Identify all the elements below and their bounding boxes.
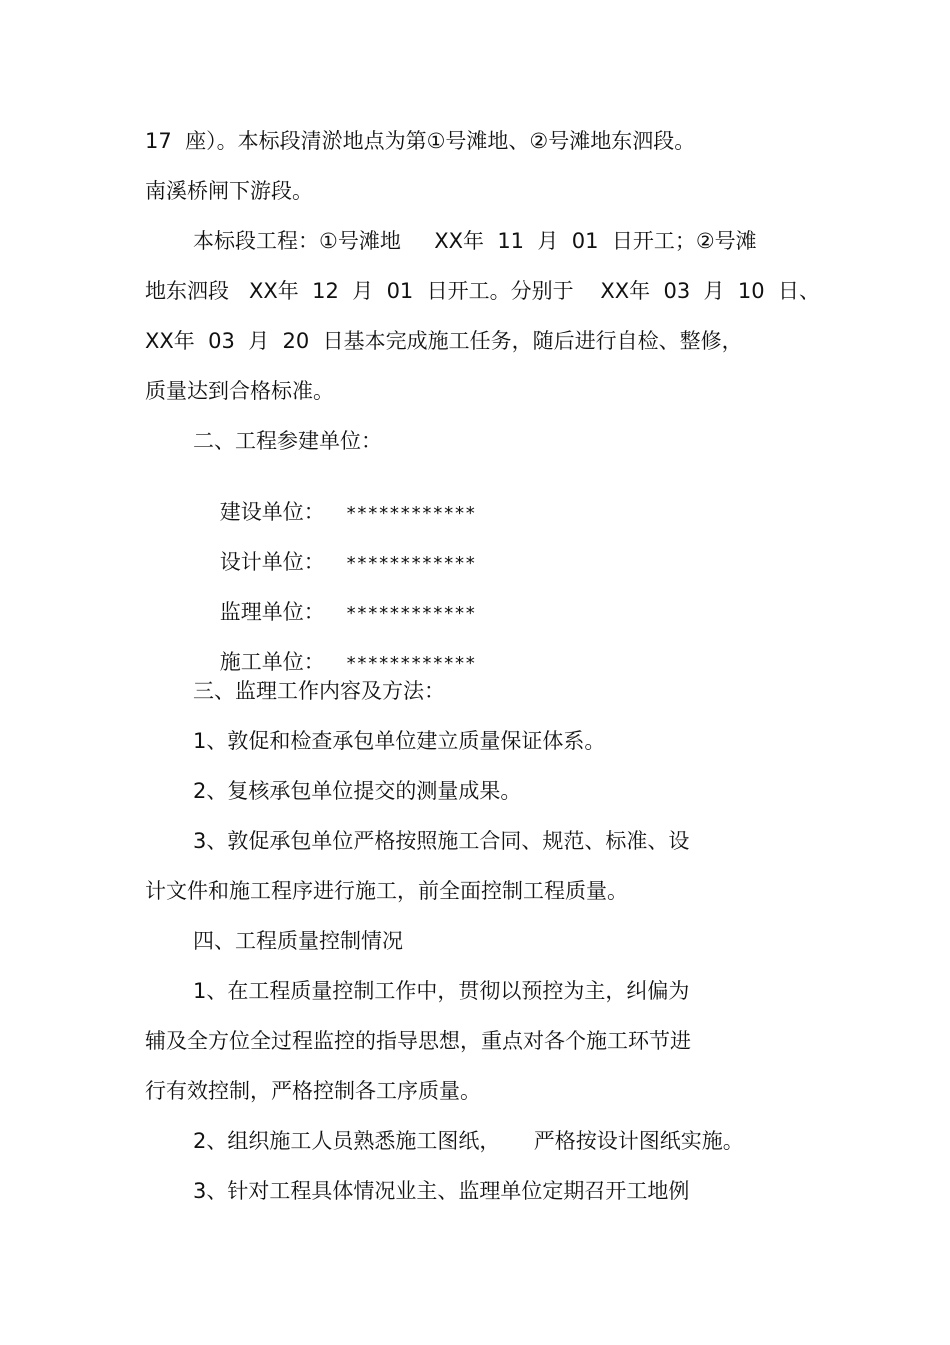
list-item: 2、复核承包单位提交的测量成果。 bbox=[193, 779, 522, 803]
paragraph-line: XX年 03 月 20 日基本完成施工任务，随后进行自检、整修， bbox=[145, 329, 743, 353]
unit-value: ************ bbox=[345, 503, 476, 524]
unit-label: 建设单位： bbox=[219, 500, 325, 524]
list-item-continuation: 行有效控制，严格控制各工序质量。 bbox=[145, 1079, 481, 1103]
list-item: 1、在工程质量控制工作中，贯彻以预控为主，纠偏为 bbox=[193, 979, 690, 1003]
list-item: 3、敦促承包单位严格按照施工合同、规范、标准、设 bbox=[193, 829, 690, 853]
list-item: 1、敦促和检查承包单位建立质量保证体系。 bbox=[193, 729, 606, 753]
paragraph-line: 地东泗段 XX年 12 月 01 日开工。分别于 XX年 03 月 10 日、 bbox=[145, 279, 820, 303]
paragraph-line: 17 座）。本标段清淤地点为第①号滩地、②号滩地东泗段。 bbox=[145, 129, 696, 153]
paragraph-line: 质量达到合格标准。 bbox=[145, 379, 334, 403]
list-item-continuation: 辅及全方位全过程监控的指导思想，重点对各个施工环节进 bbox=[145, 1029, 691, 1053]
unit-value: ************ bbox=[345, 553, 476, 574]
paragraph-line: 南溪桥闸下游段。 bbox=[145, 179, 313, 203]
section-heading-participants: 二、工程参建单位： bbox=[193, 429, 382, 453]
paragraph-line: 本标段工程：①号滩地 XX年 11 月 01 日开工；②号滩 bbox=[193, 229, 757, 253]
unit-label: 设计单位： bbox=[219, 550, 325, 574]
section-heading-quality-control: 四、工程质量控制情况 bbox=[193, 929, 403, 953]
unit-label: 监理单位： bbox=[219, 600, 325, 624]
list-item-continuation: 计文件和施工程序进行施工，前全面控制工程质量。 bbox=[145, 879, 628, 903]
unit-value: ************ bbox=[345, 603, 476, 624]
list-item: 3、针对工程具体情况业主、监理单位定期召开工地例 bbox=[193, 1179, 690, 1203]
unit-value: ************ bbox=[345, 653, 476, 674]
list-item: 2、组织施工人员熟悉施工图纸， 严格按设计图纸实施。 bbox=[193, 1129, 744, 1153]
unit-label: 施工单位： bbox=[219, 650, 325, 674]
section-heading-supervision-methods: 三、监理工作内容及方法： bbox=[193, 679, 445, 703]
